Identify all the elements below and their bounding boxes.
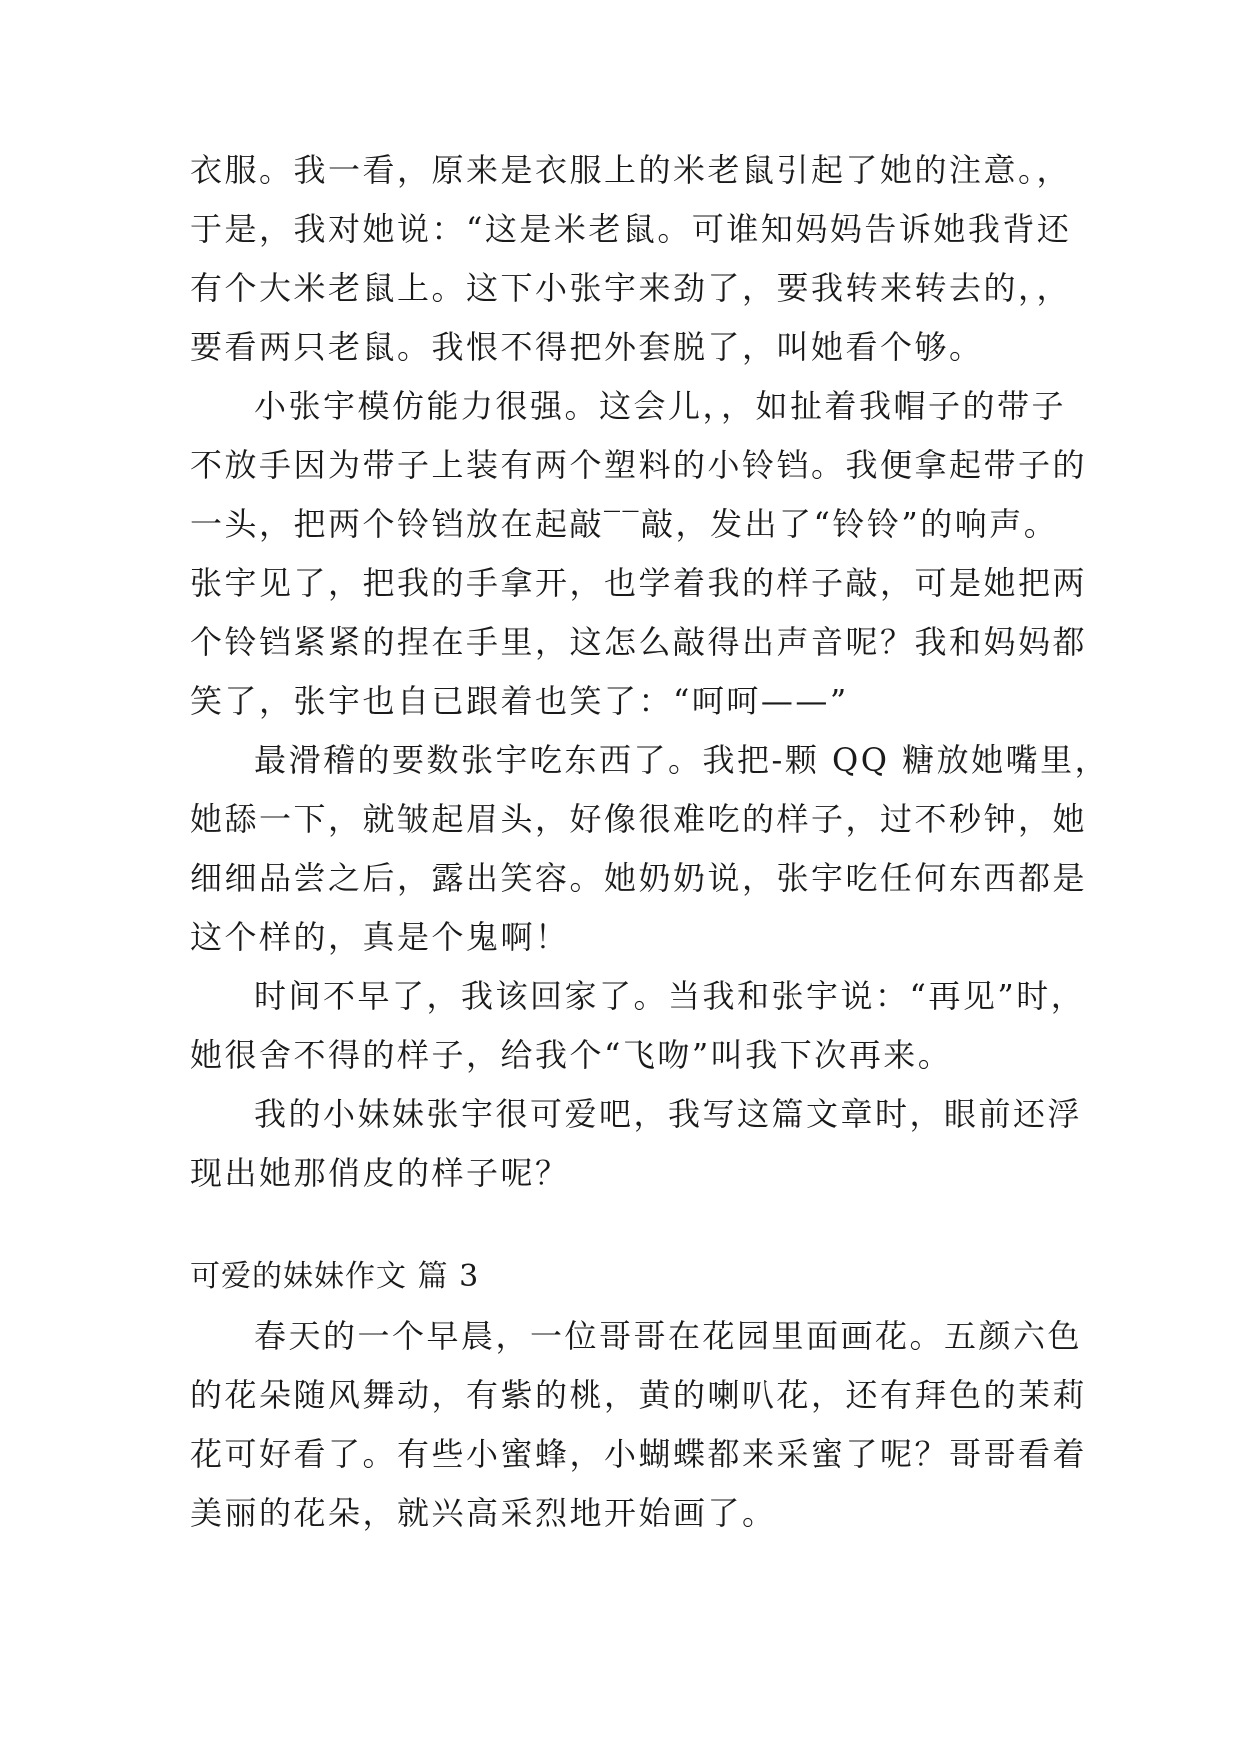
text-line: 张宇见了，把我的手拿开，也学着我的样子敲，可是她把两 bbox=[190, 564, 1088, 602]
paragraph-first-line: 最滑稽的要数张宇吃东西了。我把-颗 QQ 糖放她嘴里， bbox=[254, 741, 1110, 779]
paragraph-first-line: 小张宇模仿能力很强。这会儿，，如扯着我帽子的带子 bbox=[254, 387, 1067, 425]
paragraph-first-line: 春天的一个早晨，一位哥哥在花园里面画花。五颜六色 bbox=[254, 1317, 1083, 1355]
text-line: 一头，把两个铃铛放在起敲‾‾敲，发出了“铃铃”的响声。 bbox=[190, 505, 1059, 543]
text-line: 个铃铛紧紧的捏在手里，这怎么敲得出声音呢？我和妈妈都 bbox=[190, 623, 1088, 661]
text-line: 的花朵随风舞动，有紫的桃，黄的喇叭花，还有拜色的茉莉 bbox=[190, 1376, 1088, 1414]
text-line: 于是，我对她说：“这是米老鼠。可谁知妈妈告诉她我背还 bbox=[190, 210, 1072, 248]
text-line: 笑了，张宇也自已跟着也笑了：“呵呵——” bbox=[190, 682, 849, 720]
text-line: 花可好看了。有些小蜜蜂，小蝴蝶都来采蜜了呢？哥哥看着 bbox=[190, 1435, 1088, 1473]
paragraph-first-line: 时间不早了，我该回家了。当我和张宇说：“再见”时， bbox=[254, 977, 1086, 1015]
text-line: 要看两只老鼠。我恨不得把外套脱了，叫她看个够。 bbox=[190, 328, 984, 366]
paragraph-first-line: 我的小妹妹张宇很可爱吧，我写这篇文章时，眼前还浮 bbox=[254, 1095, 1083, 1133]
text-line: 不放手因为带子上装有两个塑料的小铃铛。我便拿起带子的 bbox=[190, 446, 1088, 484]
text-line: 美丽的花朵，就兴高采烈地开始画了。 bbox=[190, 1494, 777, 1532]
text-line: 现出她那俏皮的样子呢？ bbox=[190, 1154, 570, 1192]
text-line: 这个样的，真是个鬼啊！ bbox=[190, 918, 570, 956]
text-line: 有个大米老鼠上。这下小张宇来劲了，要我转来转去的，， bbox=[190, 269, 1072, 307]
text-line: 她很舍不得的样子，给我个“飞吻”叫我下次再来。 bbox=[190, 1036, 953, 1074]
section-heading: 可爱的妹妹作文 篇 3 bbox=[190, 1259, 480, 1294]
text-line: 衣服。我一看，原来是衣服上的米老鼠引起了她的注意。， bbox=[190, 151, 1072, 189]
text-line: 她舔一下，就皱起眉头，好像很难吃的样子，过不秒钟，她 bbox=[190, 800, 1088, 838]
text-line: 细细品尝之后，露出笑容。她奶奶说，张宇吃任何东西都是 bbox=[190, 859, 1088, 897]
